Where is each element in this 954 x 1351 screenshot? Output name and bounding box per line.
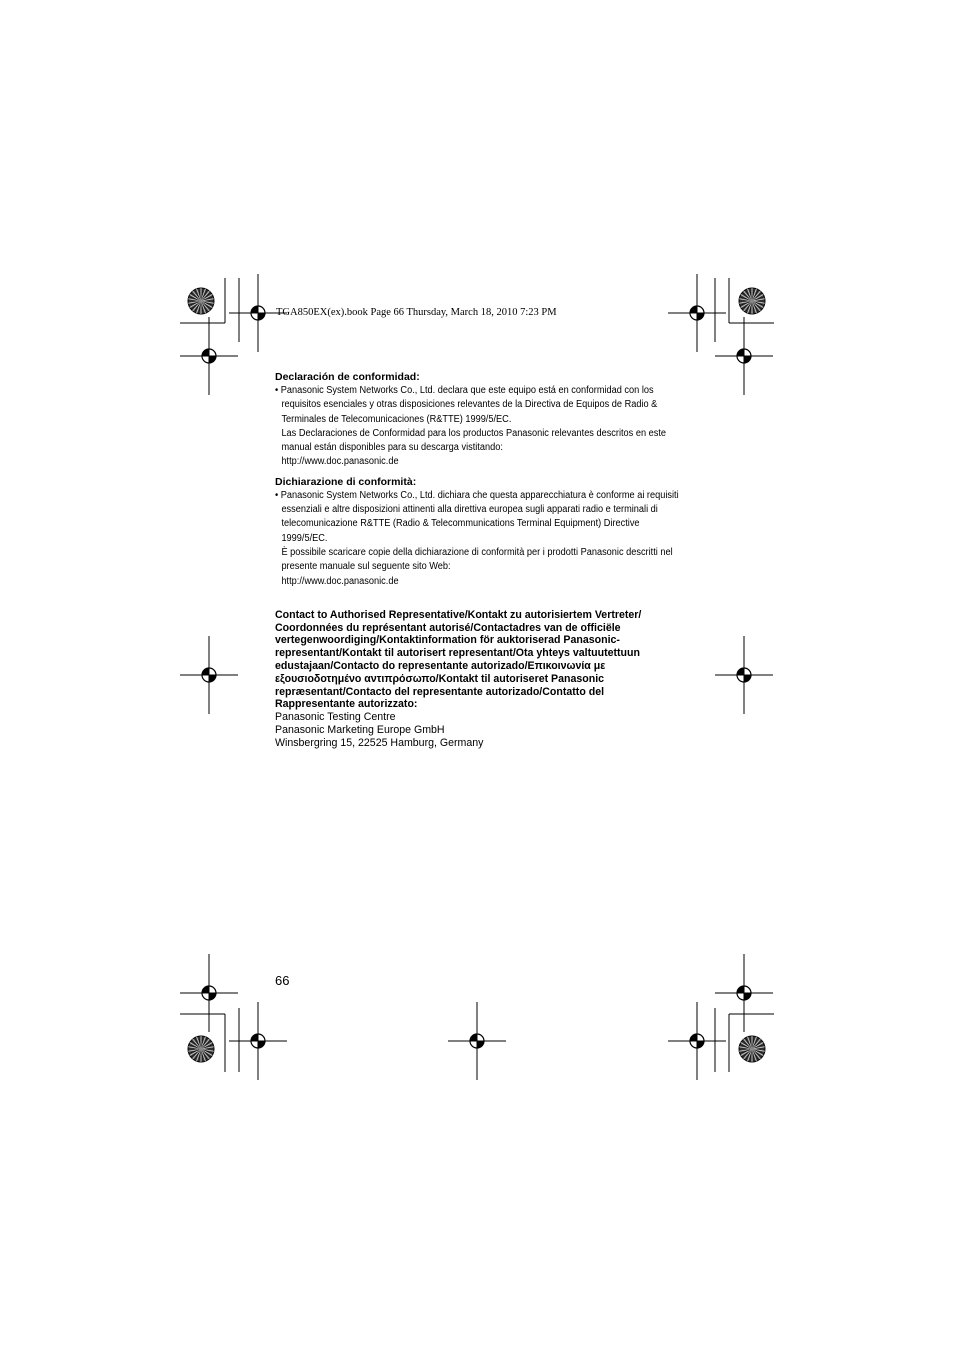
crosshair-target-icon	[715, 317, 773, 395]
contact-title-line: vertegenwoordiging/Kontaktinformation för auktoriserad Panasonic-	[275, 634, 620, 647]
spanish-declaration-paragraph: Las Declaraciones de Conformidad para los productos Panasonic relevantes descritos en este manual están disponibles para su descarga vistitando:	[281, 427, 667, 454]
contact-title-line: εξουσιοδοτημένο αντιπρόσωπο/Kontakt til autoriseret Panasonic	[275, 672, 605, 685]
address-line: Panasonic Testing Centre	[275, 711, 396, 724]
italian-declaration-title: Dichiarazione di conformità:	[275, 475, 417, 488]
address-line: Winsbergring 15, 22525 Hamburg, Germany	[275, 736, 484, 749]
starburst-icon	[739, 288, 765, 314]
spanish-declaration-bullet: • Panasonic System Networks Co., Ltd. declara que este equipo está en conformidad con los requisitos esenciales y otras disposiciones relevantes de la Directiva de Equipos de Radio & Terminales de Telecomunicaciones (R&TTE) 1999/5/EC.	[275, 385, 658, 425]
crosshair-target-icon	[668, 1002, 726, 1080]
italian-declaration-bullet: • Panasonic System Networks Co., Ltd. dichiara che questa apparecchiatura è conforme ai requisiti essenziali e altre disposizioni attinenti alla direttiva europea sugli apparati radio e terminali di telecomunicazione R&TTE (Radio & Telecommunications Terminal Equipment) Directive 1999/5/EC.	[275, 489, 679, 544]
starburst-icon	[188, 288, 214, 314]
starburst-icon	[739, 1036, 765, 1062]
page-number: 66	[275, 973, 290, 988]
print-header-line: TGA850EX(ex).book Page 66 Thursday, March 18, 2010 7:23 PM	[276, 307, 557, 318]
crosshair-target-icon	[229, 1002, 287, 1080]
starburst-icon	[188, 1036, 214, 1062]
contact-address	[275, 711, 685, 749]
crosshair-target-icon	[180, 954, 238, 1032]
italian-declaration-url[interactable]: http://www.doc.panasonic.de	[281, 575, 399, 587]
contact-title-line: representant/Kontakt til autorisert representant/Ota yhteys valtuutettuun	[275, 647, 640, 660]
spanish-declaration-url[interactable]: http://www.doc.panasonic.de	[281, 456, 399, 468]
crosshair-target-icon	[448, 1002, 506, 1080]
contact-title-line: edustajaan/Contacto do representante autorizado/Επικοινωνία με	[275, 660, 606, 673]
contact-title	[275, 609, 685, 711]
spanish-declaration-title: Declaración de conformidad:	[275, 371, 420, 383]
contact-title-line: Rappresentante autorizzato:	[275, 698, 418, 711]
italian-declaration-paragraph: È possibile scaricare copie della dichiarazione di conformità per i prodotti Panasonic descritti nel presente manuale sul seguente sito Web:	[281, 546, 673, 573]
crosshair-target-icon	[180, 636, 238, 714]
contact-title-line: Coordonnées du représentant autorisé/Contactadres van de officiële	[275, 621, 621, 634]
crosshair-target-icon	[715, 954, 773, 1032]
address-line: Panasonic Marketing Europe GmbH	[275, 724, 445, 737]
contact-title-line: repræsentant/Contacto del representante autorizado/Contatto del	[275, 685, 605, 698]
crosshair-target-icon	[715, 636, 773, 714]
crosshair-target-icon	[668, 274, 726, 352]
crosshair-target-icon	[180, 317, 238, 395]
contact-title-line: Contact to Authorised Representative/Kontakt zu autorisiertem Vertreter/	[275, 608, 642, 621]
document-body	[275, 371, 685, 750]
